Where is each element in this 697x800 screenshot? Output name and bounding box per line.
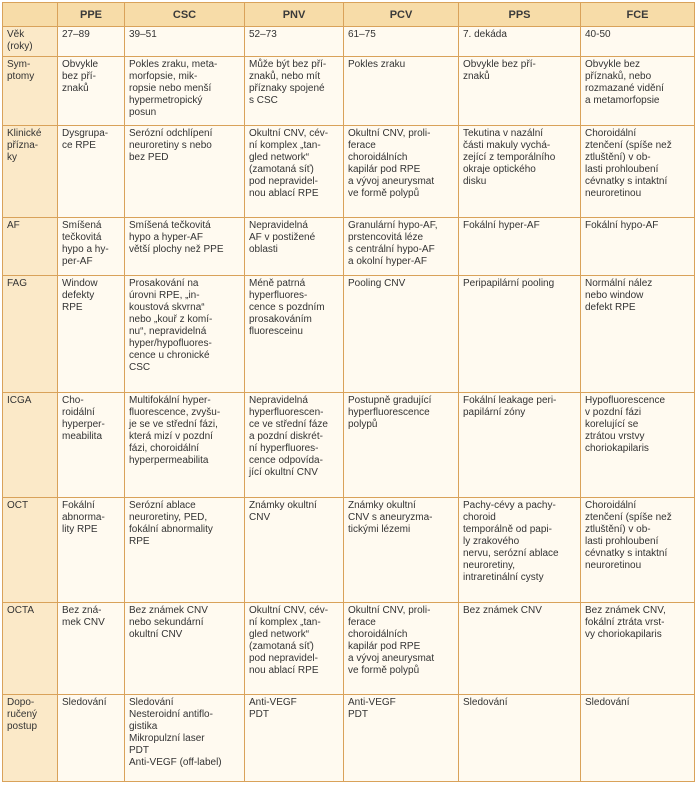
table-cell-oct-ppe: Fokální abnorma- lity RPE (58, 498, 125, 603)
row-label-clinical-signs: Klinické přízna- ky (3, 126, 58, 218)
table-cell-af-ppe: Smíšená tečkovitá hypo a hy- per-AF (58, 218, 125, 276)
table-cell-octa-pcv: Okultní CNV, proli- ferace choroidálních kapilár pod RPE a vývoj aneurysmat ve formě polypů (344, 603, 459, 695)
table-cell-symptoms-csc: Pokles zraku, meta- morfopsie, mik- ropsie nebo menší hypermetropický posun (125, 57, 245, 126)
table-cell-icga-fce: Hypofluorescence v pozdní fázi korelující se ztrátou vrstvy choriokapilaris (581, 393, 695, 498)
row-label-af: AF (3, 218, 58, 276)
table-row-octa (3, 603, 695, 695)
comparison-table-container (2, 2, 694, 782)
table-cell-af-fce: Fokální hypo-AF (581, 218, 695, 276)
table-cell-oct-pnv: Známky okultní CNV (245, 498, 344, 603)
table-cell-octa-pps: Bez známek CNV (459, 603, 581, 695)
table-row-age (3, 27, 695, 57)
table-cell-af-pcv: Granulární hypo-AF, prstencovitá léze s centrální hypo-AF a okolní hyper-AF (344, 218, 459, 276)
table-cell-af-csc: Smíšená tečkovitá hypo a hyper-AF větší plochy než PPE (125, 218, 245, 276)
table-cell-octa-csc: Bez známek CNV nebo sekundární okultní CNV (125, 603, 245, 695)
table-cell-age-pps: 7. dekáda (459, 27, 581, 57)
table-cell-icga-ppe: Cho- roidální hyperper- meabilita (58, 393, 125, 498)
table-cell-recommended-procedure-ppe: Sledování (58, 695, 125, 782)
table-cell-fag-csc: Prosakování na úrovni RPE, „in- koustová skvrna“ nebo „kouř z komí- nu“, nepravidelná hyper/hypofluores- cence u chronické CSC (125, 276, 245, 393)
table-cell-clinical-signs-pcv: Okultní CNV, proli- ferace choroidálních kapilár pod RPE a vývoj aneurysmat ve formě polypů (344, 126, 459, 218)
table-cell-clinical-signs-pnv: Okultní CNV, cév- ní komplex „tan- gled network“ (zamotaná síť) pod nepravidel- nou ablací RPE (245, 126, 344, 218)
table-cell-af-pps: Fokální hyper-AF (459, 218, 581, 276)
row-label-fag: FAG (3, 276, 58, 393)
row-label-recommended-procedure: Dopo- ručený postup (3, 695, 58, 782)
table-cell-symptoms-fce: Obvykle bez příznaků, nebo rozmazané vidění a metamorfopsie (581, 57, 695, 126)
table-cell-recommended-procedure-pps: Sledování (459, 695, 581, 782)
table-cell-symptoms-pnv: Může být bez pří- znaků, nebo mít příznaky spojené s CSC (245, 57, 344, 126)
table-cell-oct-pcv: Známky okultní CNV s aneuryzma- tickými lézemi (344, 498, 459, 603)
table-cell-age-pcv: 61–75 (344, 27, 459, 57)
row-label-oct: OCT (3, 498, 58, 603)
table-cell-fag-pnv: Méně patrná hyperfluores- cence s pozdním prosakováním fluoresceinu (245, 276, 344, 393)
header-corner-cell (3, 3, 58, 27)
table-cell-age-csc: 39–51 (125, 27, 245, 57)
table-cell-clinical-signs-ppe: Dysgrupa- ce RPE (58, 126, 125, 218)
comparison-table (2, 2, 695, 782)
row-label-symptoms: Sym- ptomy (3, 57, 58, 126)
table-row-symptoms (3, 57, 695, 126)
table-cell-octa-pnv: Okultní CNV, cév- ní komplex „tan- gled network“ (zamotaná síť) pod nepravidel- nou ablací RPE (245, 603, 344, 695)
table-cell-clinical-signs-fce: Choroidální ztenčení (spíše než ztluštění) v ob- lasti prohloubení cévnatky s intaktní neuroretinou (581, 126, 695, 218)
table-cell-age-ppe: 27–89 (58, 27, 125, 57)
row-label-octa: OCTA (3, 603, 58, 695)
table-row-icga (3, 393, 695, 498)
table-cell-recommended-procedure-csc: Sledování Nesteroidní antiflo- gistika Mikropulzní laser PDT Anti-VEGF (off-label) (125, 695, 245, 782)
table-cell-clinical-signs-pps: Tekutina v nazální části makuly vychá- zející z temporálního okraje optického disku (459, 126, 581, 218)
header-csc: CSC (125, 3, 245, 27)
header-row (3, 3, 695, 27)
table-cell-icga-pps: Fokální leakage peri- papilární zóny (459, 393, 581, 498)
table-cell-age-pnv: 52–73 (245, 27, 344, 57)
table-cell-recommended-procedure-pcv: Anti-VEGF PDT (344, 695, 459, 782)
table-cell-age-fce: 40-50 (581, 27, 695, 57)
table-cell-octa-ppe: Bez zná- mek CNV (58, 603, 125, 695)
table-cell-recommended-procedure-pnv: Anti-VEGF PDT (245, 695, 344, 782)
table-cell-fag-ppe: Window defekty RPE (58, 276, 125, 393)
header-pnv: PNV (245, 3, 344, 27)
table-cell-symptoms-ppe: Obvykle bez pří- znaků (58, 57, 125, 126)
table-row-oct (3, 498, 695, 603)
row-label-icga: ICGA (3, 393, 58, 498)
table-cell-icga-csc: Multifokální hyper- fluorescence, zvyšu- je se ve střední fázi, která mizí v pozdní fázi, choroidální hyperpermeabilita (125, 393, 245, 498)
table-row-fag (3, 276, 695, 393)
table-cell-icga-pnv: Nepravidelná hyperfluorescen- ce ve střední fáze a pozdní diskrét- ní hyperfluores- cence odpovída- jící okultní CNV (245, 393, 344, 498)
table-cell-oct-fce: Choroidální ztenčení (spíše než ztluštění) v ob- lasti prohloubení cévnatky s intaktní neuroretinou (581, 498, 695, 603)
header-pps: PPS (459, 3, 581, 27)
table-row-recommended-procedure (3, 695, 695, 782)
header-fce: FCE (581, 3, 695, 27)
table-cell-recommended-procedure-fce: Sledování (581, 695, 695, 782)
table-cell-fag-pps: Peripapilární pooling (459, 276, 581, 393)
table-cell-symptoms-pps: Obvykle bez pří- znaků (459, 57, 581, 126)
table-cell-oct-csc: Serózní ablace neuroretiny, PED, fokální abnormality RPE (125, 498, 245, 603)
table-cell-fag-fce: Normální nález nebo window defekt RPE (581, 276, 695, 393)
table-row-af (3, 218, 695, 276)
table-cell-af-pnv: Nepravidelná AF v postižené oblasti (245, 218, 344, 276)
header-ppe: PPE (58, 3, 125, 27)
header-pcv: PCV (344, 3, 459, 27)
table-cell-fag-pcv: Pooling CNV (344, 276, 459, 393)
table-cell-octa-fce: Bez známek CNV, fokální ztráta vrst- vy choriokapilaris (581, 603, 695, 695)
table-row-clinical-signs (3, 126, 695, 218)
table-cell-icga-pcv: Postupně gradující hyperfluorescence polypů (344, 393, 459, 498)
table-cell-clinical-signs-csc: Serózní odchlípení neuroretiny s nebo bez PED (125, 126, 245, 218)
table-cell-symptoms-pcv: Pokles zraku (344, 57, 459, 126)
row-label-age: Věk (roky) (3, 27, 58, 57)
table-cell-oct-pps: Pachy-cévy a pachy- choroid temporálně od papi- ly zrakového nervu, serózní ablace neuroretiny, intraretinální cysty (459, 498, 581, 603)
